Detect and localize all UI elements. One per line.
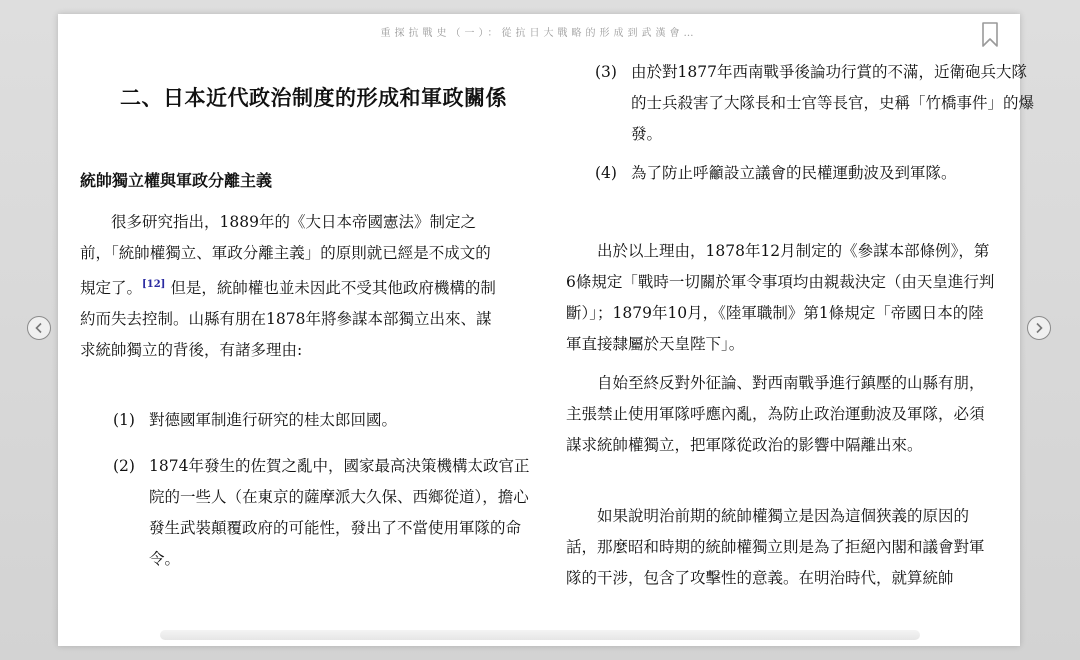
list-item-text: 為了防止呼籲設立議會的民權運動波及到軍隊。 xyxy=(631,164,957,182)
list-item xyxy=(595,57,1036,150)
footnote-link[interactable]: [12] xyxy=(142,279,166,290)
paragraph xyxy=(80,207,498,366)
list-item-text: 對德國軍制進行研究的桂太郎回國。 xyxy=(149,411,398,429)
paragraph-text: 但是，統帥權也並未因此不受其他政府機構的制約而失去控制。山縣有朋在1878年將參謀本部獨立出來、謀求統帥獨立的背後，有諸多理由: xyxy=(80,279,496,360)
list-item xyxy=(595,158,1036,189)
list-item-number: (1) xyxy=(113,411,135,429)
list-item-number: (3) xyxy=(595,63,617,81)
page-scroll-bar[interactable] xyxy=(160,630,920,640)
next-page-button[interactable] xyxy=(1027,316,1051,340)
list-item-text: 1874年發生的佐賀之亂中，國家最高決策機構太政官正院的一些人（在東京的薩摩派大久保、西鄉從道），擔心發生武裝顛覆政府的可能性，發出了不當使用軍隊的命令。 xyxy=(149,457,530,568)
previous-page-button[interactable] xyxy=(27,316,51,340)
paragraph: 出於以上理由，1878年12月制定的《參謀本部條例》，第6條規定「戰時一切關於軍令事項均由親裁決定（由天皇進行判斷）」；1879年10月，《陸軍職制》第1條規定「帝國日本的陸軍直接隸屬於天皇陛下」。 xyxy=(566,242,995,353)
bookmark-icon xyxy=(981,22,999,48)
list-item-number: (4) xyxy=(595,164,617,182)
chapter-title: 二、日本近代政治制度的形成和軍政關係 xyxy=(120,85,507,110)
list-item-number: (2) xyxy=(113,457,135,475)
book-page xyxy=(58,14,1035,646)
paragraph-text: 很多研究指出，1889年的《大日本帝國憲法》制定之前，「統帥權獨立、軍政分離主義」的原則就已經是不成文的規定了。 xyxy=(80,213,491,298)
list-item xyxy=(113,451,539,575)
chevron-right-icon xyxy=(1033,322,1045,334)
paragraph: 如果說明治前期的統帥權獨立是因為這個狹義的原因的話，那麼昭和時期的統帥權獨立則是為了拒絕內閣和議會對軍隊的干涉，包含了攻擊性的意義。在明治時代，就算統帥 xyxy=(566,507,985,587)
list-item xyxy=(113,405,539,436)
paragraph: 自始至終反對外征論、對西南戰爭進行鎮壓的山縣有朋，主張禁止使用軍隊呼應內亂，為防止政治運動波及軍隊，必須謀求統帥權獨立，把軍隊從政治的影響中隔離出來。 xyxy=(566,374,985,454)
bookmark-button[interactable] xyxy=(981,22,999,48)
section-title: 統帥獨立權與軍政分離主義 xyxy=(80,171,273,190)
list-item-text: 由於對1877年西南戰爭後論功行賞的不滿，近衛砲兵大隊的士兵殺害了大隊長和士官等長官，史稱「竹橋事件」的爆發。 xyxy=(631,63,1035,143)
chevron-left-icon xyxy=(33,322,45,334)
running-header: 重探抗戰史（一）：從抗日大戰略的形成到武漢會… xyxy=(380,28,698,39)
